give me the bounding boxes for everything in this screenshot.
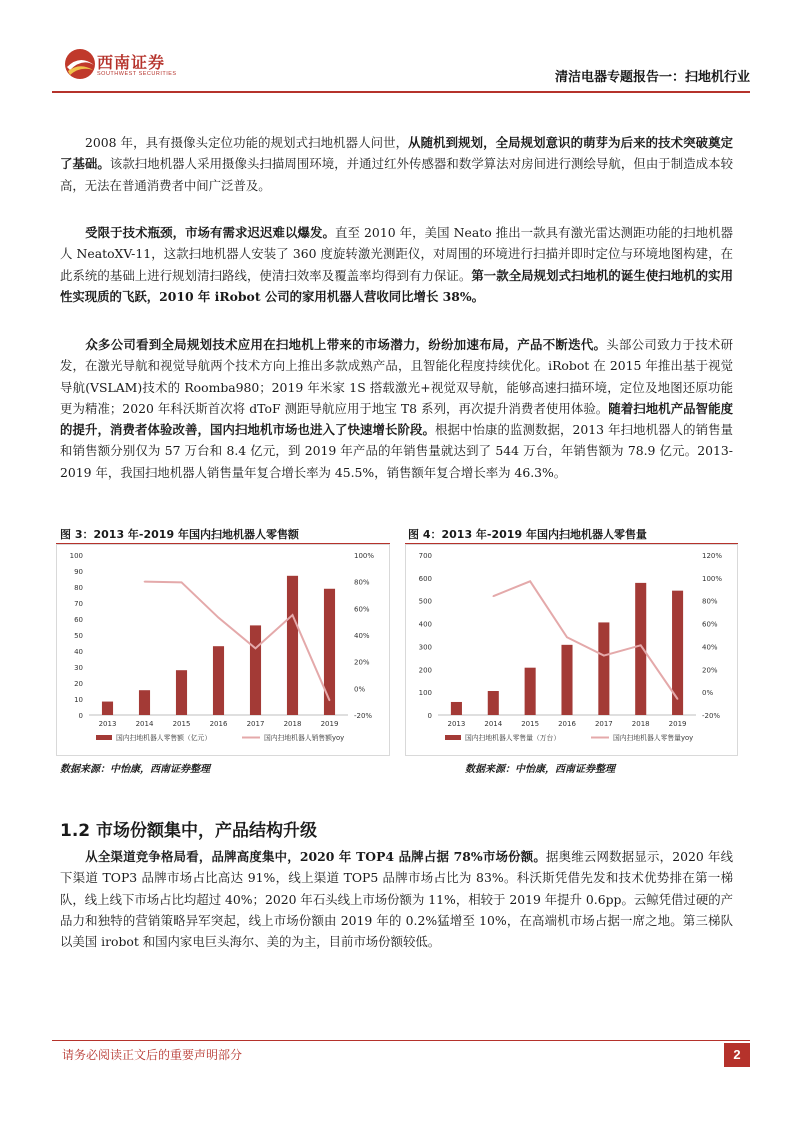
y-right-tick-label: 0% <box>702 689 714 698</box>
x-tick-label: 2017 <box>594 720 613 728</box>
brand-name-cn: 西南证券 <box>97 53 166 72</box>
p4-bold-1: 从全渠道竞争格局看，品牌高度集中，2020 年 TOP4 品牌占据 78%市场份额。 <box>85 849 547 864</box>
bar-2013 <box>102 702 113 715</box>
x-tick-label: 2013 <box>447 720 466 728</box>
yoy-point-2018 <box>640 644 642 646</box>
y-left-tick-label: 700 <box>418 552 432 560</box>
yoy-point-2016 <box>566 636 568 638</box>
yoy-point-2018 <box>292 614 294 616</box>
x-tick-label: 2014 <box>135 720 154 728</box>
p2-bold-2: 第一款全局规划式扫地机的诞生使扫地机的实用性实现质的飞跃，2010 年 iRobot 公司的家用机器人营收同比增长 38%。 <box>60 267 734 304</box>
figure-3-source: 数据来源：中怡康，西南证券整理 <box>60 764 210 775</box>
bar-2014 <box>488 691 499 715</box>
x-tick-label: 2018 <box>283 720 302 728</box>
p1-text-2: 该款扫地机器人采用摄像头扫描周围环境，并通过红外传感器和数学算法对房间进行测绘导航，但由于制造成本较高，无法在普通消费者中间广泛普及。 <box>60 156 734 193</box>
y-right-tick-label: 100% <box>354 552 375 560</box>
y-right-tick-label: 40% <box>354 632 370 640</box>
y-left-tick-label: 200 <box>418 666 432 675</box>
p1-text-1: 2008 年，具有摄像头定位功能的规划式扫地机器人问世， <box>85 135 409 150</box>
bar-2017 <box>598 622 609 715</box>
y-left-tick-label: 30 <box>74 664 83 672</box>
yoy-point-2015 <box>529 580 531 582</box>
chart-retail-volume <box>405 544 738 756</box>
y-right-tick-label: 100% <box>702 574 723 583</box>
y-left-tick-label: 400 <box>418 620 432 629</box>
yoy-point-2015 <box>181 582 183 584</box>
y-left-tick-label: 90 <box>74 568 83 576</box>
report-title: 清洁电器专题报告一：扫地机行业 <box>554 70 750 85</box>
yoy-point-2014 <box>144 581 146 583</box>
bar-2015 <box>525 668 536 715</box>
yoy-point-2014 <box>492 595 494 597</box>
bar-2017 <box>250 625 261 715</box>
y-right-tick-label: -20% <box>354 712 373 720</box>
paragraph-3 <box>60 334 733 483</box>
y-right-tick-label: 60% <box>354 605 370 614</box>
bar-2018 <box>287 576 298 715</box>
p1-bold-1: 从随机到规划，全局规划意识的萌芽为后来的技术突破奠定了基础。 <box>60 135 733 172</box>
bar-2019 <box>324 589 335 715</box>
yoy-point-2017 <box>603 655 605 657</box>
paragraph-4 <box>60 846 733 952</box>
figure-4-source: 数据来源：中怡康，西南证券整理 <box>465 764 615 775</box>
bar-2013 <box>451 702 462 715</box>
legend-bar-swatch <box>96 735 112 740</box>
y-left-tick-label: 100 <box>418 689 432 698</box>
p3-text-1: 头部公司致力于技术研发，在激光导航和视觉导航两个技术方向上推出多款成熟产品，且智能化程度持续优化。iRobot 在 2015 年推出基于视觉导航(VSLAM)技术的 Roomba980；2019 年米家 1S 搭载激光+视觉双导航，能够高速扫描环境，定位及地图还原功能更为精准；2020 年科沃斯首次将 dToF 测距导航应用于地宝 T8 系列，再次提升消费者使用体验。 <box>60 337 734 416</box>
x-tick-label: 2013 <box>98 720 117 728</box>
y-right-tick-label: 120% <box>702 552 723 560</box>
bar-2015 <box>176 670 187 715</box>
bar-2014 <box>139 690 150 715</box>
y-left-tick-label: 70 <box>74 600 83 608</box>
x-tick-label: 2014 <box>484 720 503 728</box>
legend-bar-label: 国内扫地机器人零售量（万台） <box>465 734 561 742</box>
p3-text-2: 根据中怡康的监测数据，2013 年扫地机器人的销售量和销售额分别仅为 57 万台和 8.4 亿元，到 2019 年产品的年销售量就达到了 544 万台，年销售额为 78.9 亿元。2013-2019 年，我国扫地机器人销售量年复合增长率为 45.5%，销售额年复合增长率为 46.3%。 <box>60 422 733 480</box>
header-divider <box>52 91 750 93</box>
legend-line-label: 国内扫地机器人销售额yoy <box>264 734 345 742</box>
x-tick-label: 2018 <box>631 720 650 728</box>
y-right-tick-label: 0% <box>354 685 366 694</box>
paragraph-1 <box>60 132 733 196</box>
y-right-tick-label: 20% <box>354 658 370 667</box>
y-left-tick-label: 20 <box>74 680 83 688</box>
y-right-tick-label: 80% <box>702 597 718 606</box>
x-tick-label: 2015 <box>521 720 540 728</box>
x-tick-label: 2019 <box>320 720 339 728</box>
y-left-tick-label: 600 <box>418 574 432 583</box>
y-right-tick-label: -20% <box>702 712 721 720</box>
y-left-tick-label: 0 <box>427 712 432 720</box>
y-left-tick-label: 60 <box>74 616 83 624</box>
yoy-point-2019 <box>677 698 679 700</box>
y-right-tick-label: 40% <box>702 643 718 652</box>
y-left-tick-label: 40 <box>74 648 83 656</box>
footer-notice: 请务必阅读正文后的重要声明部分 <box>62 1048 243 1062</box>
p2-text-1: 直至 2010 年，美国 Neato 推出一款具有激光雷达测距功能的扫地机器人 NeatoXV-11，这款扫地机器人安装了 360 度旋转激光测距仪，对周围的环境进行扫描并即时定位与环境地图构建，在此系统的基础上进行规划清扫路线，使清扫效率及覆盖率均得到有力保证。 <box>60 225 733 283</box>
legend-line-label: 国内扫地机器人零售量yoy <box>613 734 694 742</box>
p3-bold-1: 众多公司看到全局规划技术应用在扫地机上带来的市场潜力，纷纷加速布局，产品不断迭代。 <box>85 337 607 352</box>
brand-name-en: SOUTHWEST SECURITIES <box>97 71 177 77</box>
bar-2016 <box>561 645 572 715</box>
yoy-point-2019 <box>329 700 331 702</box>
y-right-tick-label: 80% <box>354 578 370 587</box>
p4-text-1: 据奥维云网数据显示，2020 年线下渠道 TOP3 品牌市场占比高达 91%，线上渠道 TOP5 品牌市场占比为 83%。科沃斯凭借先发和技术优势排在第一梯队，线上线下市场占比均超过 40%；2020 年石头线上市场份额为 11%，相较于 2019 年提升 0.6pp。云鲸凭借过硬的产品力和独特的营销策略异军突起，线上市场份额由 2019 年的 0.2%猛增至 10%，在高端机市场占据一席之地。第三梯队以美国 irobot 和国内家电巨头海尔、美的为主，目前市场份额较低。 <box>60 849 733 950</box>
y-left-tick-label: 300 <box>418 643 432 652</box>
p2-bold-1: 受限于技术瓶颈，市场有需求迟迟难以爆发。 <box>85 225 336 240</box>
section-heading: 1.2 市场份额集中，产品结构升级 <box>60 821 318 841</box>
yoy-line <box>145 582 330 701</box>
page-number: 2 <box>724 1043 750 1067</box>
y-left-tick-label: 0 <box>78 712 83 720</box>
x-tick-label: 2016 <box>209 720 228 728</box>
y-left-tick-label: 100 <box>69 552 83 560</box>
y-left-tick-label: 10 <box>74 696 83 704</box>
yoy-point-2016 <box>218 617 220 619</box>
figure-3-title: 图 3：2013 年-2019 年国内扫地机器人零售额 <box>60 528 299 541</box>
y-left-tick-label: 80 <box>74 584 83 592</box>
bar-2016 <box>213 646 224 715</box>
y-left-tick-label: 500 <box>418 597 432 606</box>
x-tick-label: 2019 <box>668 720 687 728</box>
figure-4-title: 图 4：2013 年-2019 年国内扫地机器人零售量 <box>408 528 647 541</box>
y-right-tick-label: 60% <box>702 620 718 629</box>
x-tick-label: 2017 <box>246 720 265 728</box>
p3-bold-2: 随着扫地机产品智能度的提升，消费者体验改善，国内扫地机市场也进入了快速增长阶段。 <box>60 400 734 438</box>
x-tick-label: 2015 <box>172 720 191 728</box>
bar-2019 <box>672 591 683 715</box>
paragraph-2 <box>60 222 733 307</box>
legend-bar-label: 国内扫地机器人零售额（亿元） <box>116 734 212 742</box>
x-tick-label: 2016 <box>558 720 576 728</box>
y-right-tick-label: 20% <box>702 666 718 675</box>
footer-divider <box>52 1040 750 1041</box>
bar-2018 <box>635 583 646 715</box>
yoy-line <box>493 581 677 699</box>
legend-bar-swatch <box>445 735 461 740</box>
chart-retail-sales <box>56 544 390 756</box>
yoy-point-2017 <box>255 648 257 650</box>
y-left-tick-label: 50 <box>74 632 83 640</box>
